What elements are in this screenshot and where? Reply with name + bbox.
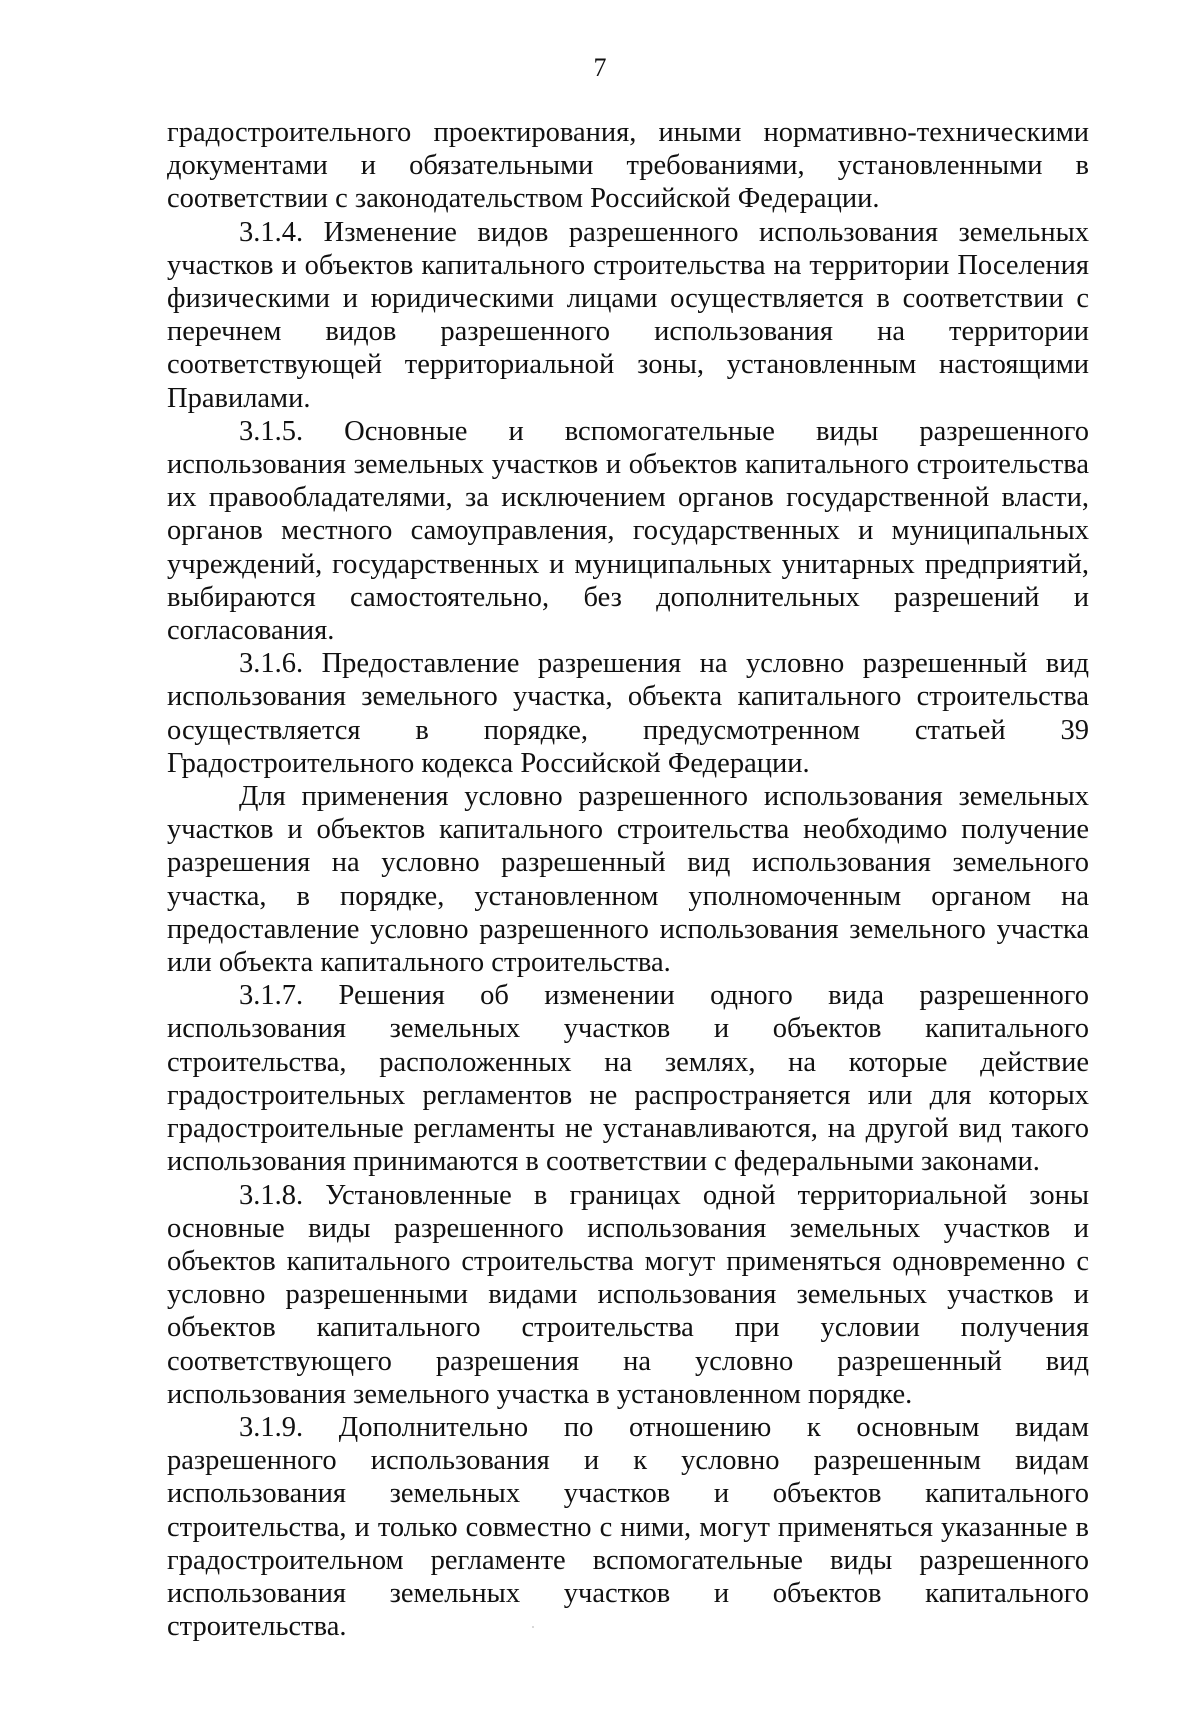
clause-3-1-8: 3.1.8. Установленные в границах одной территориальной зоны основные виды разрешенного использования земельных участков и объектов капитального строительства могут применяться одновременно с условно разрешенными видами использования земельных участков и объектов капитального строительства при условии получения соответствующего разрешения на условно разрешенный вид использования земельного участка в установленном порядке.	[167, 1179, 1089, 1410]
document-body	[167, 116, 1089, 1643]
clause-3-1-4: 3.1.4. Изменение видов разрешенного использования земельных участков и объектов капитального строительства на территории Поселения физическими и юридическими лицами осуществляется в соответствии с перечнем видов разрешенного использования на территории соответствующей территориальной зоны, установленным настоящими Правилами.	[167, 216, 1089, 414]
clause-3-1-9: 3.1.9. Дополнительно по отношению к основным видам разрешенного использования и к условно разрешенным видам использования земельных участков и объектов капитального строительства, и только совместно с ними, могут применяться указанные в градостроительном регламенте вспомогательные виды разрешенного использования земельных участков и объектов капитального строительства.	[167, 1411, 1089, 1643]
paragraph-continuation: градостроительного проектирования, иными нормативно-техническими документами и обязательными требованиями, установленными в соответствии с законодательством Российской Федерации.	[167, 117, 1089, 215]
scan-speck	[532, 1626, 534, 1628]
clause-3-1-6-application: Для применения условно разрешенного использования земельных участков и объектов капитального строительства необходимо получение разрешения на условно разрешенный вид использования земельного участка, в порядке, установленном уполномоченным органом на предоставление условно разрешенного использования земельного участка или объекта капитального строительства.	[167, 781, 1089, 979]
page-number: 7	[593, 53, 607, 82]
clause-3-1-6: 3.1.6. Предоставление разрешения на условно разрешенный вид использования земельного участка, объекта капитального строительства осуществляется в порядке, предусмотренном статьей 39 Градостроительного кодекса Российской Федерации.	[167, 648, 1089, 779]
clause-3-1-5: 3.1.5. Основные и вспомогательные виды разрешенного использования земельных участков и объектов капитального строительства их правообладателями, за исключением органов государственной власти, органов местного самоуправления, государственных и муниципальных учреждений, государственных и муниципальных унитарных предприятий, выбираются самостоятельно, без дополнительных разрешений и согласования.	[167, 415, 1089, 647]
clause-3-1-7: 3.1.7. Решения об изменении одного вида разрешенного использования земельных участков и объектов капитального строительства, расположенных на землях, на которые действие градостроительных регламентов не распространяется или для которых градостроительные регламенты не устанавливаются, на другой вид такого использования принимаются в соответствии с федеральными законами.	[167, 980, 1089, 1178]
